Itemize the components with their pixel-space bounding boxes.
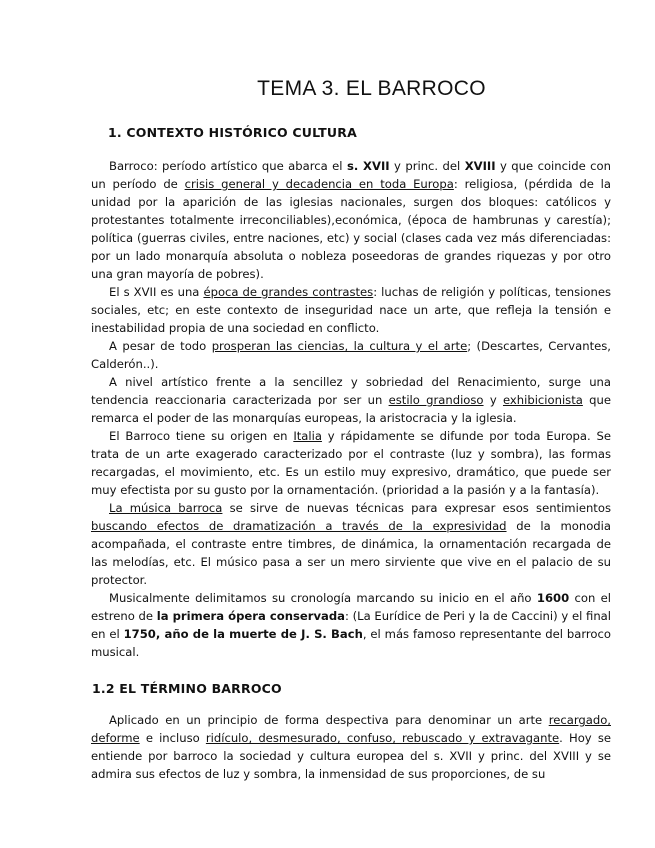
- underlined-text: exhibicionista: [502, 393, 583, 407]
- text-run: y: [483, 393, 503, 407]
- text-run: e incluso: [139, 731, 206, 745]
- text-run: y que coincide con un período de: [91, 159, 611, 191]
- paragraph: [91, 589, 611, 661]
- text-run: Musicalmente delimitamos su cronología marcando su inicio en el año: [109, 591, 537, 605]
- paragraph: [91, 157, 611, 283]
- text-run: El Barroco tiene su origen en: [109, 429, 294, 443]
- text-run: que remarca el poder de las monarquías europeas, la aristocracia y la iglesia.: [91, 393, 612, 425]
- paragraph: [91, 337, 611, 373]
- underlined-text: buscando efectos de dramatización a través de la expresividad: [91, 519, 507, 533]
- paragraph: [91, 499, 611, 589]
- page-title: TEMA 3. EL BARROCO: [257, 77, 486, 100]
- section-heading-contexto: 1. CONTEXTO HISTÓRICO CULTURA: [108, 125, 357, 140]
- text-run: El s XVII es una: [109, 285, 204, 299]
- paragraph: [91, 427, 611, 499]
- paragraph: [91, 283, 611, 337]
- text-run: de la monodia acompañada, el contraste entre timbres, de dinámica, la ornamentación recargada de las melodías, etc. El músico pasa a ser un mero sirviente que vive en el palacio de su protector.: [91, 519, 611, 587]
- section-heading-termino: 1.2 EL TÉRMINO BARROCO: [92, 681, 282, 696]
- bold-text: 1750, año de la muerte de J. S. Bach: [123, 627, 363, 641]
- text-run: . Hoy se entiende por barroco la sociedad y cultura europea del s. XVII y princ. del XVIII y se admira sus efectos de luz y sombra, la inmensidad de sus proporciones, de su: [91, 731, 611, 781]
- underlined-text: La música barroca: [109, 501, 223, 515]
- bold-text: 1600: [536, 591, 570, 605]
- text-run: con el estreno de: [91, 591, 611, 623]
- underlined-text: época de grandes contrastes: [203, 285, 374, 299]
- text-run: : luchas de religión y políticas, tensiones sociales, etc; en este contexto de inseguridad nace un arte, que refleja la tensión e inestabilidad propia de una sociedad en conflicto.: [91, 285, 611, 335]
- text-run: Aplicado en un principio de forma despectiva para denominar un arte: [109, 713, 549, 727]
- text-run: ; (Descartes, Cervantes, Calderón..).: [91, 339, 611, 371]
- bold-text: la primera ópera conservada: [156, 609, 345, 623]
- text-run: , el más famoso representante del barroco musical.: [91, 627, 611, 659]
- text-run: : (La Eurídice de Peri y la de Caccini) y el final en el: [91, 609, 612, 641]
- underlined-text: estilo grandioso: [388, 393, 484, 407]
- text-run: A nivel artístico frente a la sencillez y sobriedad del Renacimiento, surge una tendencia reaccionaria caracterizada por ser un: [91, 375, 611, 407]
- bold-text: s. XVII: [346, 159, 390, 173]
- paragraph: [91, 373, 611, 427]
- underlined-text: crisis general y decadencia en toda Europa: [184, 177, 454, 191]
- text-run: : religiosa, (pérdida de la unidad por la aparición de las iglesias nacionales, surgen dos bloques: católicos y protestantes totalmente irreconciliables),económica, (época de hambrunas y carestía); política (guerras civiles, entre naciones, etc) y social (clases cada vez más diferenciadas: por un lado monarquía absoluta o nobleza poseedoras de grandes riquezas y por otro una gran mayoría de pobres).: [91, 177, 611, 281]
- underlined-text: Italia: [293, 429, 322, 443]
- text-run: y rápidamente se difunde por toda Europa. Se trata de un arte exagerado caracterizado por el contraste (luz y sombra), las formas recargadas, el movimiento, etc. Es un estilo muy expresivo, dramático, que puede ser muy efectista por su gusto por la ornamentación. (prioridad a la pasión y a la fantasía).: [91, 429, 611, 497]
- bold-text: XVIII: [464, 159, 496, 173]
- underlined-text: prosperan las ciencias, la cultura y el arte: [211, 339, 468, 353]
- paragraph: [91, 711, 611, 783]
- underlined-text: recargado, deforme: [91, 713, 611, 745]
- text-run: se sirve de nuevas técnicas para expresar esos sentimientos: [222, 501, 611, 515]
- text-run: y princ. del: [389, 159, 465, 173]
- section-body-contexto: [91, 157, 611, 661]
- text-run: Barroco: período artístico que abarca el: [109, 159, 347, 173]
- text-run: A pesar de todo: [109, 339, 212, 353]
- section-body-termino: [91, 711, 611, 783]
- underlined-text: ridículo, desmesurado, confuso, rebuscado y extravagante: [205, 731, 560, 745]
